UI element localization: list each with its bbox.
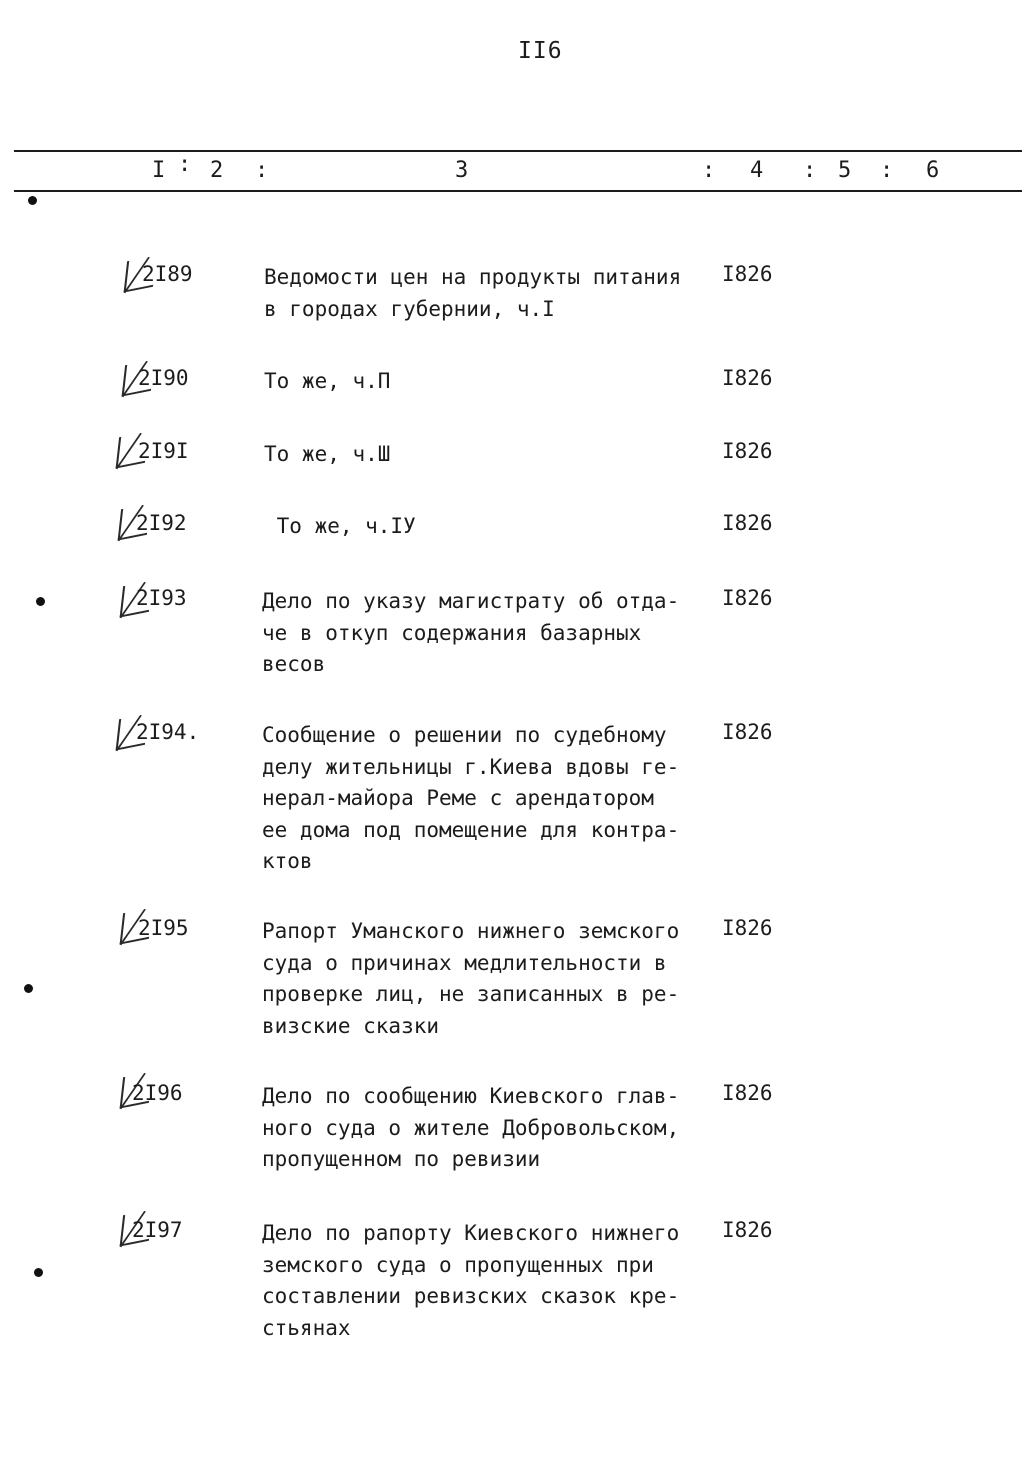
entry-year: I826 bbox=[722, 439, 773, 463]
entry-number: 2I93 bbox=[136, 586, 187, 610]
entry-year: I826 bbox=[722, 916, 773, 940]
column-header-6: 6 bbox=[926, 158, 940, 183]
column-separator: : bbox=[702, 158, 716, 183]
entry-number: 2I92 bbox=[136, 511, 187, 535]
column-separator: : bbox=[803, 158, 817, 183]
punch-hole-mark bbox=[24, 984, 33, 993]
entry-number: 2I95 bbox=[138, 916, 189, 940]
entry-description: То же, ч.Ш bbox=[264, 442, 391, 466]
entry-description: Рапорт Уманского нижнего земского суда о причинах медлительности в проверке лиц, не записанных в ре- визские сказки bbox=[262, 919, 680, 1038]
entry-number: 2I97 bbox=[132, 1218, 183, 1242]
punch-hole-mark bbox=[34, 1268, 43, 1277]
punch-hole-mark bbox=[36, 597, 45, 606]
entry-number: 2I90 bbox=[138, 366, 189, 390]
entry-description: То же, ч.П bbox=[264, 369, 391, 393]
page-number: II6 bbox=[518, 38, 563, 64]
entry-number: 2I96 bbox=[132, 1081, 183, 1105]
entry-description: Ведомости цен на продукты питания в городах губернии, ч.I bbox=[264, 265, 682, 321]
entry-description: То же, ч.IУ bbox=[264, 514, 416, 538]
entry-description: Сообщение о решении по судебному делу жительницы г.Киева вдовы ге- нерал-майора Реме с арендатором ее дома под помещение для контра- ктов bbox=[262, 723, 680, 873]
column-separator: : bbox=[255, 158, 269, 183]
entry-year: I826 bbox=[722, 1218, 773, 1242]
column-separator: : bbox=[178, 152, 192, 177]
entry-number: 2I9I bbox=[138, 439, 189, 463]
header-rule-bottom bbox=[14, 190, 1022, 192]
entry-description: Дело по сообщению Киевского глав- ного суда о жителе Добровольском, пропущенном по ревизии bbox=[262, 1084, 680, 1171]
header-rule-top bbox=[14, 150, 1022, 152]
entry-description: Дело по указу магистрату об отда- че в откуп содержания базарных весов bbox=[262, 589, 680, 676]
column-header-3: 3 bbox=[455, 158, 469, 183]
entry-year: I826 bbox=[722, 720, 773, 744]
entry-description: Дело по рапорту Киевского нижнего земского суда о пропущенных при составлении ревизских сказок кре- стьянах bbox=[262, 1221, 680, 1340]
entry-year: I826 bbox=[722, 1081, 773, 1105]
column-header-2: 2 bbox=[210, 158, 224, 183]
entry-year: I826 bbox=[722, 262, 773, 286]
entry-number: 2I89 bbox=[142, 262, 193, 286]
entry-year: I826 bbox=[722, 586, 773, 610]
punch-hole-mark bbox=[28, 196, 37, 205]
column-separator: : bbox=[880, 158, 894, 183]
column-header-1: I bbox=[152, 158, 166, 183]
entry-year: I826 bbox=[722, 366, 773, 390]
column-header-5: 5 bbox=[838, 158, 852, 183]
entry-year: I826 bbox=[722, 511, 773, 535]
entry-number: 2I94. bbox=[136, 720, 200, 744]
column-header-4: 4 bbox=[750, 158, 764, 183]
